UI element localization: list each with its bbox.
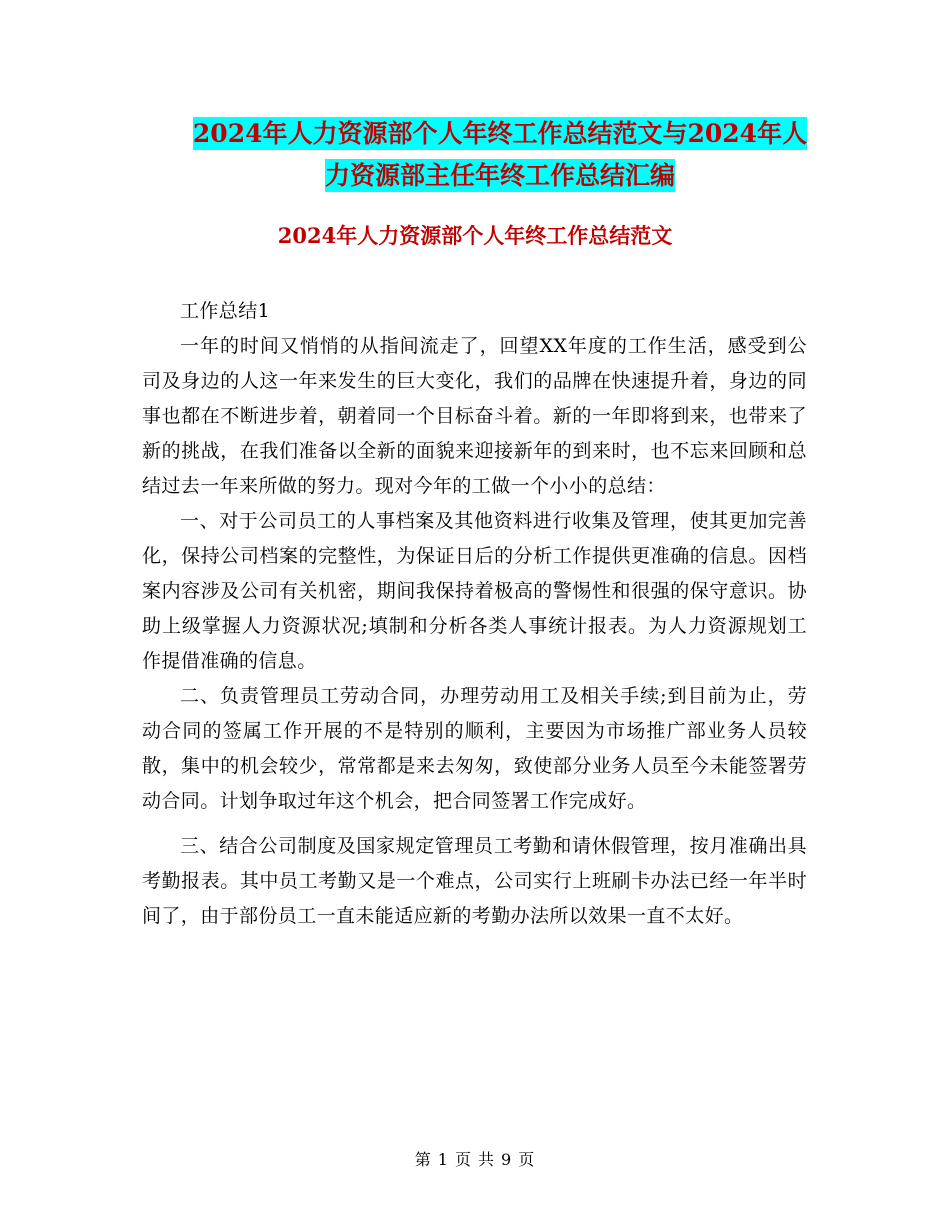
footer-page-current: 1 [437, 1150, 449, 1169]
footer-label-gong: 共 [478, 1150, 496, 1169]
section-title: 2024年人力资源部个人年终工作总结范文 [277, 223, 673, 248]
page-footer [0, 1148, 950, 1172]
document-body [142, 294, 807, 934]
paragraph-item-3: 三、结合公司制度及国家规定管理员工考勤和请休假管理，按月准确出具考勤报表。其中员工考勤又是一个难点，公司实行上班刷卡办法已经一年半时间了，由于部份员工一直未能适应新的考勤办法所以效果一直不太好。 [142, 835, 807, 927]
footer-label-di: 第 [414, 1150, 432, 1169]
document-title-line2: 力资源部主任年终工作总结汇编 [324, 161, 675, 190]
paragraph-heading: 工作总结1 [180, 300, 271, 322]
footer-label-ye: 页 [454, 1150, 472, 1169]
footer-label-ye2: 页 [518, 1150, 536, 1169]
footer-page-total: 9 [501, 1150, 513, 1169]
document-title [140, 113, 860, 197]
document-title-line1: 2024年人力资源部个人年终工作总结范文与2024年人 [192, 119, 808, 148]
paragraph-intro: 一年的时间又悄悄的从指间流走了，回望XX年度的工作生活，感受到公司及身边的人这一年来发生的巨大变化，我们的品牌在快速提升着，身边的同事也都在不断进步着，朝着同一个目标奋斗着。新的一年即将到来，也带来了新的挑战，在我们准备以全新的面貌来迎接新年的到来时，也不忘来回顾和总结过去一年来所做的努力。现对今年的工做一个小小的总结： [142, 335, 807, 497]
paragraph-item-2: 二、负责管理员工劳动合同，办理劳动用工及相关手续;到目前为止，劳动合同的签属工作开展的不是特别的顺利，主要因为市场推广部业务人员较散，集中的机会较少，常常都是来去匆匆，致使部分业务人员至今未能签署劳动合同。计划争取过年这个机会，把合同签署工作完成好。 [142, 685, 807, 812]
paragraph-item-1: 一、对于公司员工的人事档案及其他资料进行收集及管理，使其更加完善化，保持公司档案的完整性，为保证日后的分析工作提供更准确的信息。因档案内容涉及公司有关机密，期间我保持着极高的警惕性和很强的保守意识。协助上级掌握人力资源状况;填制和分析各类人事统计报表。为人力资源规划工作提借准确的信息。 [142, 510, 807, 672]
